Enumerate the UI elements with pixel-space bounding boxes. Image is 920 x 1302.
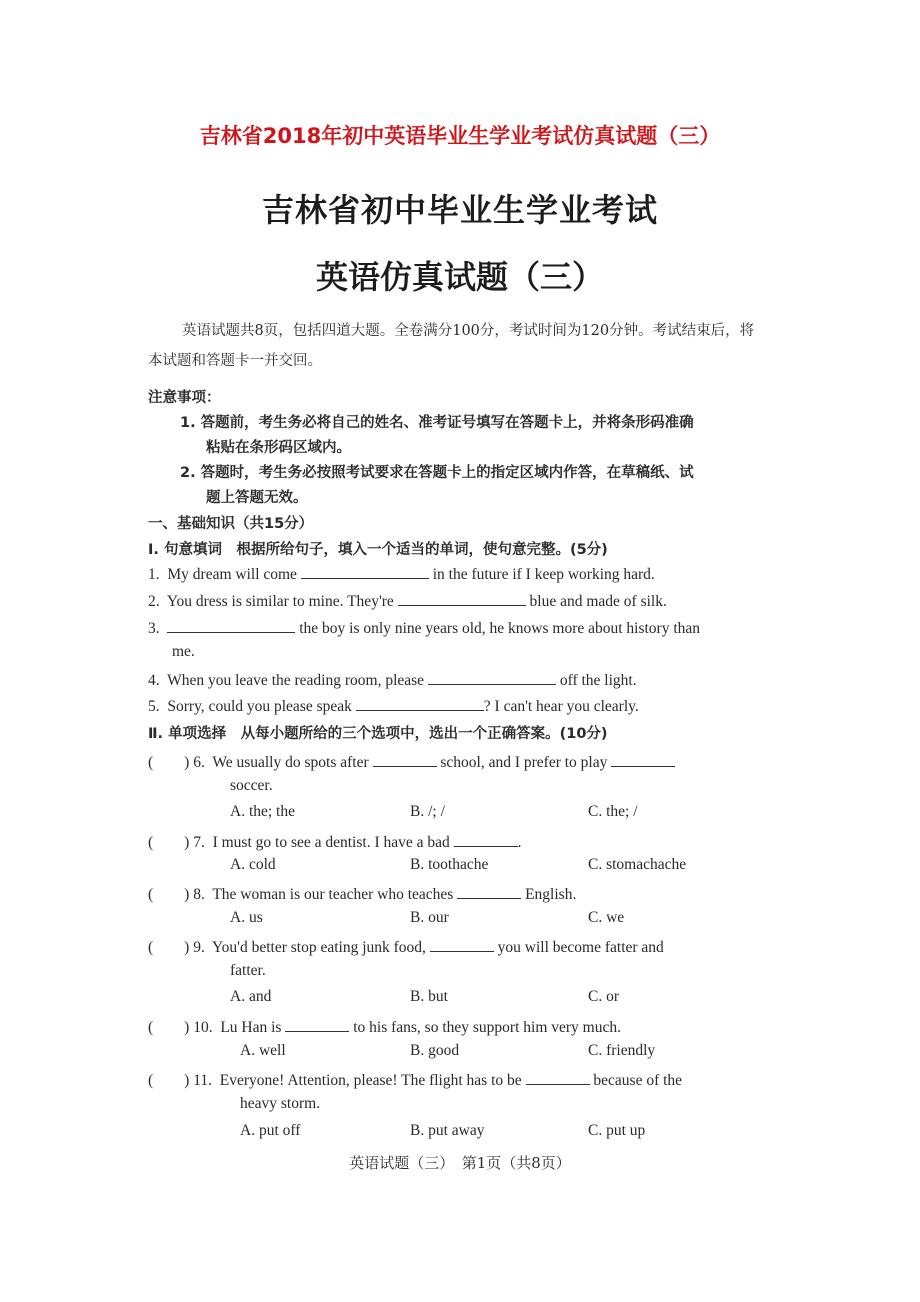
answer-bracket[interactable]: ( ): [148, 754, 190, 771]
question-text: to his fans, so they support him very much.: [353, 1019, 621, 1036]
note-2-line-2: 题上答题无效。: [206, 490, 308, 506]
section-1-heading: 一、基础知识（共15分）: [148, 516, 314, 532]
answer-blank: [457, 884, 521, 899]
option-b[interactable]: B. good: [410, 1042, 460, 1059]
question-text: The woman is our teacher who teaches: [212, 886, 454, 903]
exam-subtitle: 英语仿真试题（三）: [315, 258, 604, 296]
question-text: You'd better stop eating junk food,: [212, 939, 426, 956]
question-text: .: [517, 834, 522, 851]
question-text: in the future if I keep working hard.: [432, 566, 655, 583]
mc-question-6: [148, 750, 675, 772]
mc-question-11: [148, 1068, 682, 1090]
question-text: ? I can't hear you clearly.: [483, 698, 639, 715]
part-1-heading: Ⅰ. 句意填词 根据所给句子，填入一个适当的单词，使句意完整。(5分): [148, 542, 608, 558]
question-number: 1.: [148, 566, 160, 583]
answer-bracket[interactable]: ( ): [148, 834, 190, 851]
page-footer: 英语试题（三） 第1页（共8页）: [349, 1154, 571, 1172]
option-b[interactable]: B. put away: [410, 1122, 485, 1139]
mc-question-7: [148, 830, 522, 852]
question-text: We usually do spots after: [212, 754, 369, 771]
question-number: 10.: [193, 1019, 213, 1036]
question-text: Everyone! Attention, please! The flight has to be: [219, 1072, 522, 1089]
part-2-heading: Ⅱ. 单项选择 从每小题所给的三个选项中，选出一个正确答案。(10分): [148, 726, 608, 742]
answer-bracket[interactable]: ( ): [148, 939, 190, 956]
option-c[interactable]: C. or: [588, 988, 619, 1005]
option-a[interactable]: A. well: [240, 1042, 286, 1059]
exam-title: 吉林省初中毕业生学业考试: [261, 191, 658, 229]
option-c[interactable]: C. the; /: [588, 803, 638, 820]
answer-blank[interactable]: [301, 564, 429, 579]
question-number: 2.: [148, 593, 160, 610]
question-1: [148, 564, 655, 584]
question-text: you will become fatter and: [497, 939, 664, 956]
option-b[interactable]: B. but: [410, 988, 448, 1005]
question-text: because of the: [593, 1072, 683, 1089]
answer-bracket[interactable]: ( ): [148, 886, 190, 903]
question-text: You dress is similar to mine. They're: [166, 593, 394, 610]
option-a[interactable]: A. put off: [240, 1122, 301, 1139]
question-text: school, and I prefer to play: [440, 754, 608, 771]
exam-intro: 英语试题共8页，包括四道大题。全卷满分100分，考试时间为120分钟。考试结束后，将本试题和答题卡一并交回。: [148, 323, 755, 369]
question-4: [148, 670, 637, 690]
question-3: [148, 618, 700, 638]
question-number: 8.: [193, 886, 205, 903]
note-1-line-1: 1. 答题前，考生务必将自己的姓名、准考证号填写在答题卡上，并将条形码准确: [180, 415, 694, 431]
question-number: 9.: [193, 939, 205, 956]
option-a[interactable]: A. cold: [230, 856, 276, 873]
answer-blank[interactable]: [398, 591, 526, 606]
answer-blank: [373, 752, 437, 767]
option-b[interactable]: B. /; /: [410, 803, 445, 820]
option-b[interactable]: B. our: [410, 909, 449, 926]
question-number: 11.: [193, 1072, 213, 1089]
option-c[interactable]: C. stomachache: [588, 856, 687, 873]
question-number: 3.: [148, 620, 160, 637]
question-number: 6.: [193, 754, 205, 771]
question-number: 7.: [193, 834, 205, 851]
answer-bracket[interactable]: ( ): [148, 1072, 190, 1089]
option-c[interactable]: C. friendly: [588, 1042, 656, 1059]
question-text: Sorry, could you please speak: [167, 698, 352, 715]
question-2: [148, 591, 667, 611]
option-a[interactable]: A. the; the: [230, 803, 295, 820]
answer-bracket[interactable]: ( ): [148, 1019, 190, 1036]
mc-question-11-continued: heavy storm.: [240, 1095, 321, 1112]
question-5: [148, 696, 639, 716]
mc-question-8: [148, 882, 576, 904]
answer-blank[interactable]: [356, 696, 484, 711]
option-c[interactable]: C. put up: [588, 1122, 646, 1139]
question-text: the boy is only nine years old, he knows more about history than: [299, 620, 701, 637]
option-c[interactable]: C. we: [588, 909, 625, 926]
option-a[interactable]: A. us: [230, 909, 263, 926]
answer-blank: [285, 1017, 349, 1032]
note-2-line-1: 2. 答题时，考生务必按照考试要求在答题卡上的指定区域内作答，在草稿纸、试: [180, 465, 694, 481]
question-text: English.: [525, 886, 577, 903]
option-a[interactable]: A. and: [230, 988, 272, 1005]
option-b[interactable]: B. toothache: [410, 856, 489, 873]
answer-blank[interactable]: [428, 670, 556, 685]
answer-blank[interactable]: [167, 618, 295, 633]
notes-heading: 注意事项：: [148, 390, 221, 406]
question-text: I must go to see a dentist. I have a bad: [212, 834, 450, 851]
answer-blank: [430, 937, 494, 952]
question-text: My dream will come: [167, 566, 297, 583]
question-number: 4.: [148, 672, 160, 689]
mc-question-9: [148, 935, 664, 957]
answer-blank: [611, 752, 675, 767]
question-text: When you leave the reading room, please: [167, 672, 425, 689]
mc-question-6-continued: soccer.: [230, 777, 273, 794]
question-text: Lu Han is: [220, 1019, 282, 1036]
mc-question-9-continued: fatter.: [230, 962, 266, 979]
answer-blank: [526, 1070, 590, 1085]
question-text: blue and made of silk.: [529, 593, 667, 610]
note-1-line-2: 粘贴在条形码区域内。: [206, 440, 351, 456]
question-text: off the light.: [559, 672, 637, 689]
mc-question-10: [148, 1015, 621, 1037]
question-3-continued: me.: [172, 643, 195, 660]
answer-blank: [454, 832, 518, 847]
question-number: 5.: [148, 698, 160, 715]
document-red-title: 吉林省2018年初中英语毕业生学业考试仿真试题（三）: [199, 124, 721, 148]
